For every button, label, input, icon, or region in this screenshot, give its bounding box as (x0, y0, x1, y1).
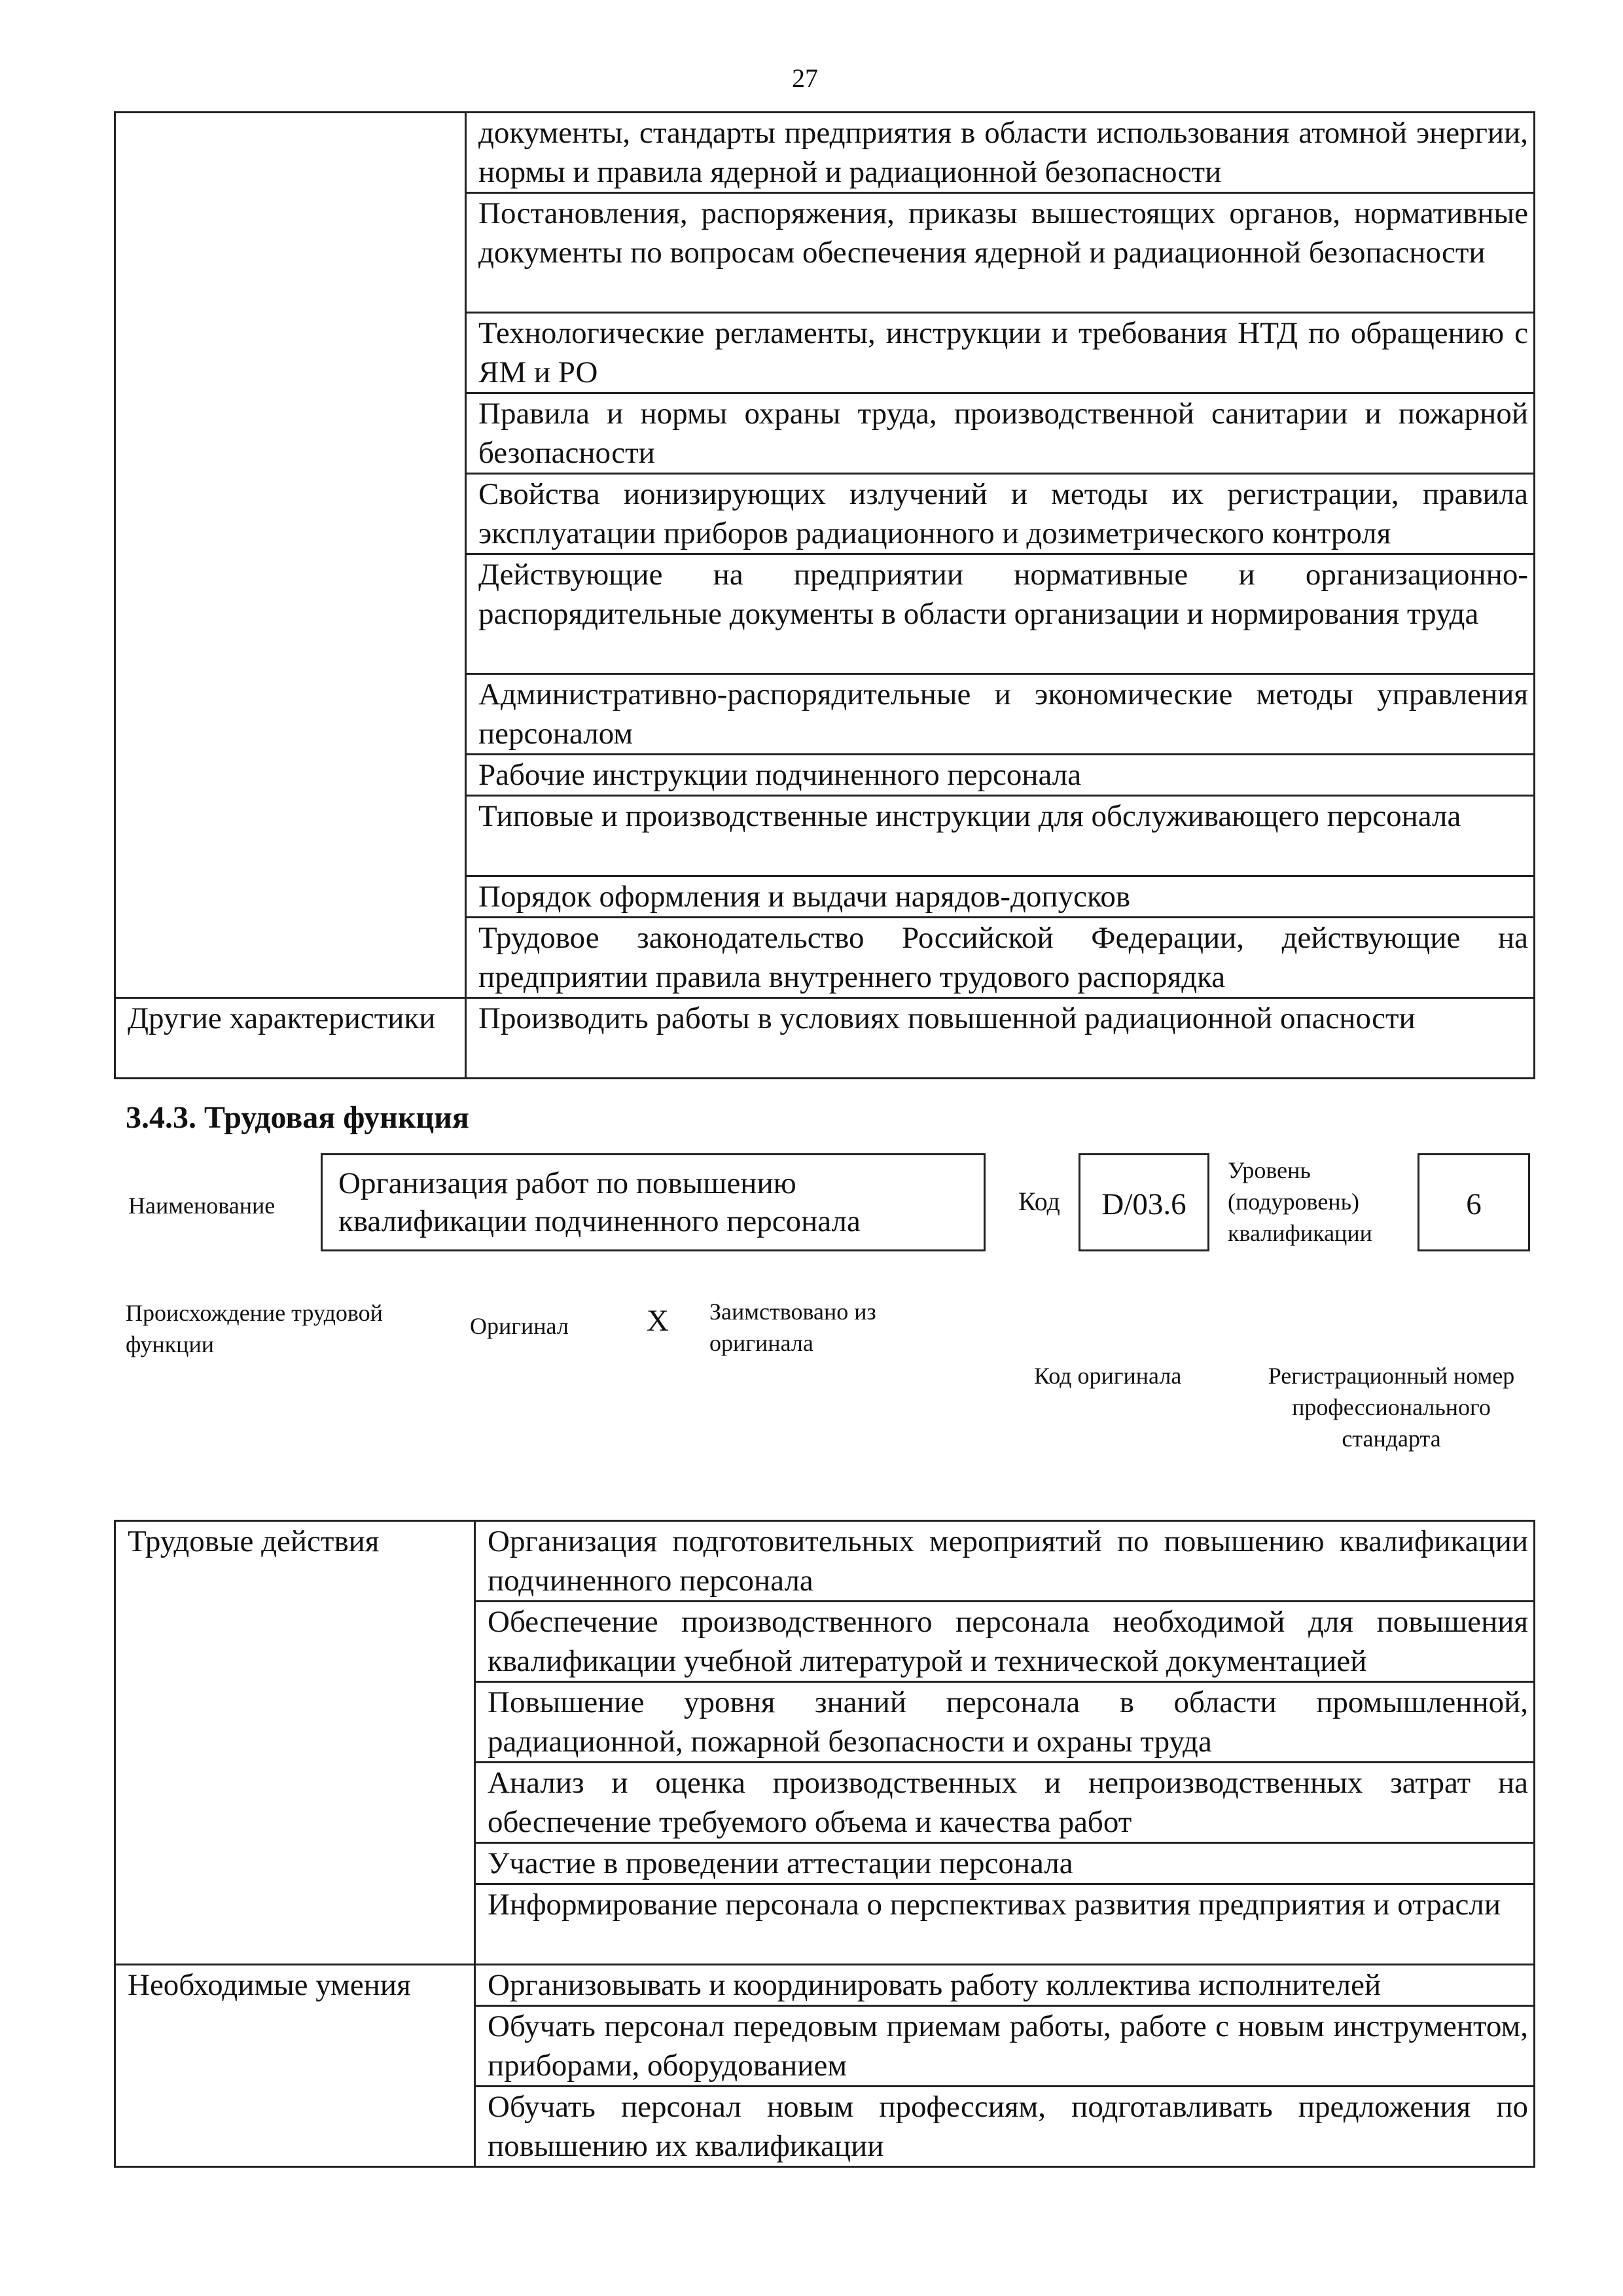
table-row (115, 113, 1535, 193)
labour-function-table (114, 1520, 1535, 2168)
table-row (115, 193, 1535, 313)
category-cell (115, 674, 466, 755)
category-cell (115, 755, 466, 796)
action-item: Повышение уровня знаний персонала в области промышленной, радиационной, пожарной безопасности и охраны труда (475, 1682, 1535, 1763)
category-cell (115, 313, 466, 393)
category-cell (115, 393, 466, 474)
table-row (115, 796, 1535, 876)
action-item: Организация подготовительных мероприятий по повышению квалификации подчиненного персонала (475, 1521, 1535, 1602)
category-cell (115, 1602, 475, 1682)
original-label: Оригинал (470, 1313, 569, 1339)
table-row (115, 2087, 1535, 2167)
category-cell (115, 1843, 475, 1884)
table-row (115, 474, 1535, 554)
category-cell (115, 1682, 475, 1763)
code-label: Код (1018, 1187, 1060, 1216)
action-item: Информирование персонала о перспективах развития предприятия и отрасли (475, 1884, 1535, 1965)
knowledge-item: Типовые и производственные инструкции для обслуживающего персонала (466, 796, 1535, 876)
knowledge-item: Административно-распорядительные и экономические методы управления персоналом (466, 674, 1535, 755)
table-row (115, 393, 1535, 474)
qualification-level-label: Уровень (подуровень) квалификации (1228, 1157, 1372, 1246)
qualification-level-box: 6 (1418, 1153, 1530, 1251)
action-item: Участие в проведении аттестации персонала (475, 1843, 1535, 1884)
other-characteristics-label: Другие характеристики (115, 998, 466, 1079)
knowledge-item: Технологические регламенты, инструкции и требования НТД по обращению с ЯМ и РО (466, 313, 1535, 393)
table-row (115, 313, 1535, 393)
action-item: Обеспечение производственного персонала необходимой для повышения квалификации учебной литературой и технической документацией (475, 1602, 1535, 1682)
name-label: Наименование (128, 1193, 276, 1219)
table-row (115, 918, 1535, 998)
knowledge-item: Правила и нормы охраны труда, производственной санитарии и пожарной безопасности (466, 393, 1535, 474)
category-cell (115, 876, 466, 918)
knowledge-item: Порядок оформления и выдачи нарядов-допусков (466, 876, 1535, 918)
other-characteristics-value: Производить работы в условиях повышенной радиационной опасности (466, 998, 1535, 1079)
table-row (115, 674, 1535, 755)
section-heading: 3.4.3. Трудовая функция (126, 1100, 469, 1135)
table-row (115, 1602, 1535, 1682)
knowledge-item: Свойства ионизирующих излучений и методы их регистрации, правила эксплуатации приборов радиационного и дозиметрического контроля (466, 474, 1535, 554)
category-cell (115, 113, 466, 193)
category-cell (115, 1763, 475, 1843)
table-row (115, 1521, 1535, 1602)
page-number: 27 (792, 63, 818, 93)
code-box: D/03.6 (1079, 1153, 1209, 1251)
knowledge-item: Рабочие инструкции подчиненного персонала (466, 755, 1535, 796)
knowledge-table (114, 111, 1535, 1079)
borrowed-label: Заимствовано из оригинала (709, 1299, 876, 1356)
table-row (115, 1965, 1535, 2006)
table-row (115, 2006, 1535, 2087)
table-row (115, 1682, 1535, 1763)
category-cell (115, 554, 466, 674)
original-mark: X (647, 1304, 669, 1338)
knowledge-item: Постановления, распоряжения, приказы вышестоящих органов, нормативные документы по вопросам обеспечения ядерной и радиационной безопасности (466, 193, 1535, 313)
skill-item: Организовывать и координировать работу коллектива исполнителей (475, 1965, 1535, 2006)
table-row (115, 755, 1535, 796)
category-cell (115, 2087, 475, 2167)
skill-item: Обучать персонал новым профессиям, подготавливать предложения по повышению их квалификации (475, 2087, 1535, 2167)
knowledge-item: Действующие на предприятии нормативные и организационно-распорядительные документы в области организации и нормирования труда (466, 554, 1535, 674)
function-name-box: Организация работ по повышению квалификации подчиненного персонала (321, 1153, 986, 1251)
registration-number-label: Регистрационный номер профессионального стандарта (1268, 1363, 1515, 1452)
table-row (115, 554, 1535, 674)
category-cell (115, 796, 466, 876)
table-row (115, 1843, 1535, 1884)
actions-label-cell: Трудовые действия (115, 1521, 475, 1602)
table-row (115, 998, 1535, 1079)
category-cell (115, 1884, 475, 1965)
category-cell (115, 474, 466, 554)
table-row (115, 876, 1535, 918)
skills-label-cell: Необходимые умения (115, 1965, 475, 2006)
category-cell (115, 193, 466, 313)
origin-label: Происхождение трудовой функции (126, 1300, 383, 1357)
action-item: Анализ и оценка производственных и непроизводственных затрат на обеспечение требуемого объема и качества работ (475, 1763, 1535, 1843)
knowledge-item: документы, стандарты предприятия в области использования атомной энергии, нормы и правила ядерной и радиационной безопасности (466, 113, 1535, 193)
table-row (115, 1884, 1535, 1965)
knowledge-item: Трудовое законодательство Российской Федерации, действующие на предприятии правила внутреннего трудового распорядка (466, 918, 1535, 998)
category-cell (115, 2006, 475, 2087)
table-row (115, 1763, 1535, 1843)
category-cell (115, 918, 466, 998)
skill-item: Обучать персонал передовым приемам работы, работе с новым инструментом, приборами, оборудованием (475, 2006, 1535, 2087)
original-code-label: Код оригинала (1034, 1363, 1182, 1389)
